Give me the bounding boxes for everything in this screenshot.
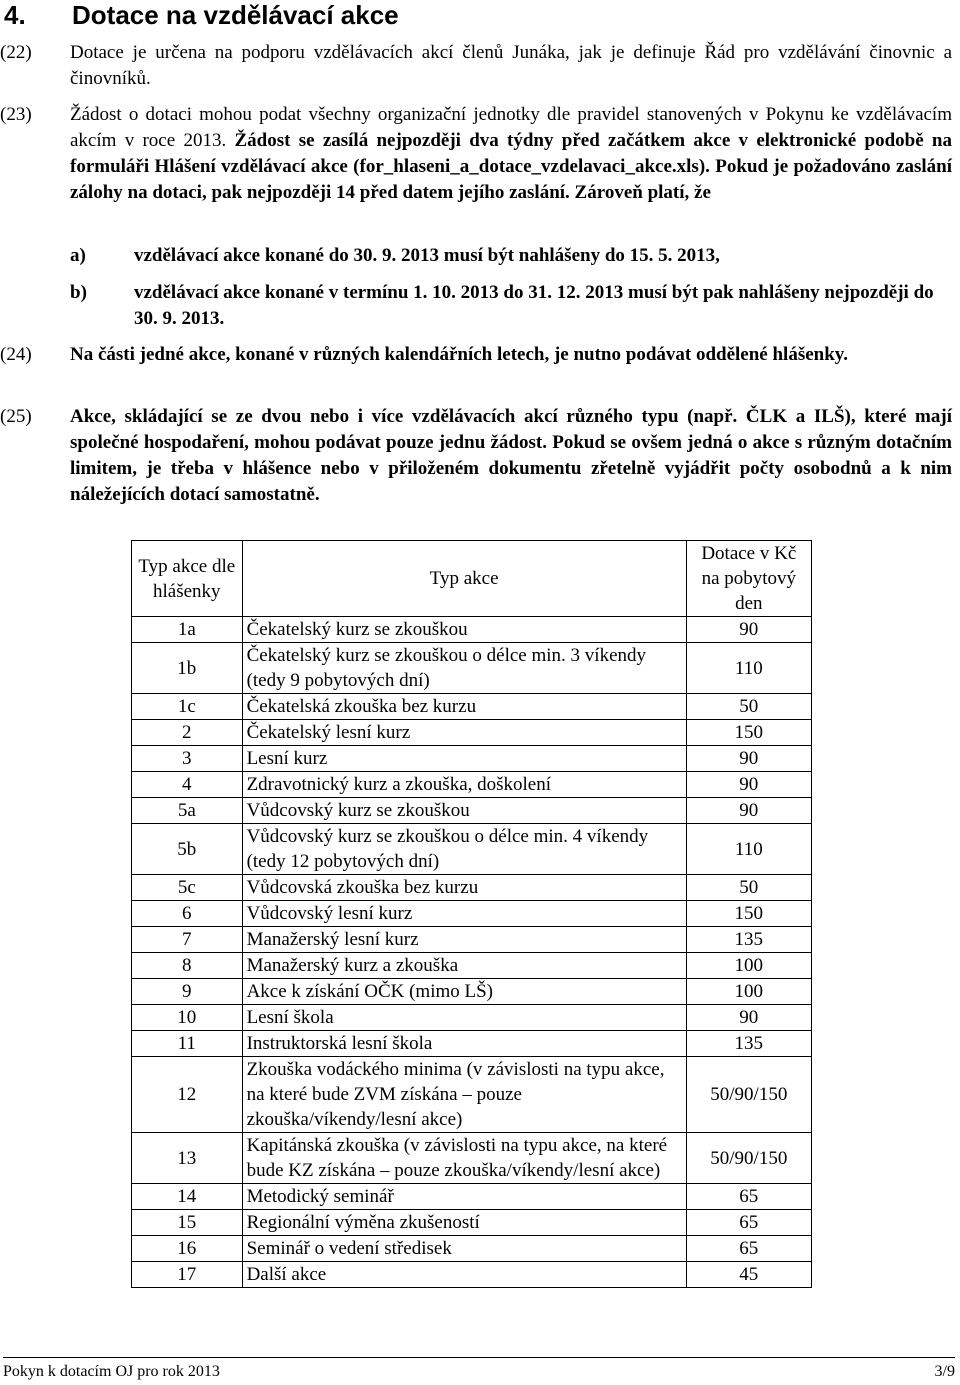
row-type: Čekatelský kurz se zkouškou <box>242 617 686 643</box>
row-code: 14 <box>132 1184 243 1210</box>
row-amount: 50/90/150 <box>686 1133 811 1184</box>
row-amount: 65 <box>686 1210 811 1236</box>
row-code: 6 <box>132 901 243 927</box>
footer-document-title: Pokyn k dotacím OJ pro rok 2013 <box>3 1363 220 1380</box>
row-type: Seminář o vedení středisek <box>242 1236 686 1262</box>
row-amount: 65 <box>686 1236 811 1262</box>
paragraph-22 <box>0 40 952 92</box>
paragraph-text-bold: Žádost se zasílá nejpozději dva týdny před začátkem akce v elektronické podobě na formuláři Hlášení vzdělávací akce (for_hlaseni_a_dotace_vzdelavaci_akce.xls). <box>70 130 952 177</box>
row-type: Vůdcovský lesní kurz <box>242 901 686 927</box>
list-item-a <box>70 243 952 269</box>
paragraph-text-part: Žádost o dotaci mohou podat všechny organizační jednotky dle pravidel stanovených v Pokynu ke vzdělávacím akcím v roce 2013. <box>70 104 952 151</box>
paragraph-text: Akce, skládající se ze dvou nebo i více vzdělávacích akcí různého typu (např. ČLK a ILŠ), které mají společné hospodaření, mohou podávat pouze jednu žádost. Pokud se ovšem jedná o akce s různým dotačním limitem, je třeba v hlášence nebo v přiloženém dokumentu zřetelně vyjádřit počty osobodnů a k nim náležejících dotací samostatně. <box>70 406 952 505</box>
paragraph-text-bold: Pokud je požadováno zaslání zálohy na dotaci, pak nejpozději 14 před datem jejího zaslání. Zároveň platí, že <box>70 156 952 203</box>
row-code: 5b <box>132 824 243 875</box>
table-row <box>132 824 812 875</box>
list-item-text: vzdělávací akce konané v termínu 1. 10. 2013 do 31. 12. 2013 musí být pak nahlášeny nejpozději do 30. 9. 2013. <box>134 282 934 329</box>
list-item-label: b) <box>70 282 87 303</box>
section-title: Dotace na vzdělávací akce <box>72 0 399 30</box>
row-amount: 150 <box>686 720 811 746</box>
table-row <box>132 643 812 694</box>
row-type: Zkouška vodáckého minima (v závislosti na typu akce, na které bude ZVM získána – pouze zkouška/víkendy/lesní akce) <box>242 1057 686 1133</box>
row-type: Čekatelský kurz se zkouškou o délce min. 3 víkendy (tedy 9 pobytových dní) <box>242 643 686 694</box>
row-amount: 50 <box>686 875 811 901</box>
section-heading <box>4 0 399 30</box>
row-code: 17 <box>132 1262 243 1288</box>
list-item-b <box>70 280 952 332</box>
row-code: 2 <box>132 720 243 746</box>
row-type: Lesní kurz <box>242 746 686 772</box>
row-amount: 50 <box>686 694 811 720</box>
paragraph-number: (23) <box>0 104 32 125</box>
table-row <box>132 720 812 746</box>
row-type: Zdravotnický kurz a zkouška, doškolení <box>242 772 686 798</box>
page-footer <box>3 1357 955 1384</box>
row-code: 12 <box>132 1057 243 1133</box>
row-amount: 100 <box>686 953 811 979</box>
row-amount: 90 <box>686 617 811 643</box>
table-row <box>132 617 812 643</box>
row-amount: 50/90/150 <box>686 1057 811 1133</box>
row-type: Vůdcovský kurz se zkouškou <box>242 798 686 824</box>
table-row <box>132 1005 812 1031</box>
row-type: Akce k získání OČK (mimo LŠ) <box>242 979 686 1005</box>
paragraph-text <box>70 102 952 206</box>
row-type: Další akce <box>242 1262 686 1288</box>
paragraph-25 <box>0 404 952 508</box>
row-code: 13 <box>132 1133 243 1184</box>
table-row <box>132 979 812 1005</box>
table-row <box>132 927 812 953</box>
table-row <box>132 901 812 927</box>
row-type: Regionální výměna zkušeností <box>242 1210 686 1236</box>
table-row <box>132 1133 812 1184</box>
row-type: Čekatelský lesní kurz <box>242 720 686 746</box>
table-row <box>132 1262 812 1288</box>
row-code: 10 <box>132 1005 243 1031</box>
row-code: 9 <box>132 979 243 1005</box>
row-code: 8 <box>132 953 243 979</box>
row-code: 7 <box>132 927 243 953</box>
row-type: Vůdcovská zkouška bez kurzu <box>242 875 686 901</box>
row-amount: 45 <box>686 1262 811 1288</box>
paragraph-number: (22) <box>0 42 32 63</box>
section-number: 4. <box>4 0 26 30</box>
row-type: Manažerský lesní kurz <box>242 927 686 953</box>
row-code: 15 <box>132 1210 243 1236</box>
table-row <box>132 772 812 798</box>
row-amount: 90 <box>686 746 811 772</box>
table-row <box>132 1184 812 1210</box>
table-row <box>132 1031 812 1057</box>
table-row <box>132 875 812 901</box>
row-type: Lesní škola <box>242 1005 686 1031</box>
paragraph-text: Na části jedné akce, konané v různých kalendářních letech, je nutno podávat oddělené hlášenky. <box>70 344 848 365</box>
row-amount: 135 <box>686 927 811 953</box>
row-code: 11 <box>132 1031 243 1057</box>
table-row <box>132 1057 812 1133</box>
row-type: Instruktorská lesní škola <box>242 1031 686 1057</box>
list-item-label: a) <box>70 245 86 266</box>
row-amount: 110 <box>686 643 811 694</box>
row-code: 4 <box>132 772 243 798</box>
column-header-code: Typ akce dle hlášenky <box>132 541 243 617</box>
paragraph-number: (25) <box>0 406 32 427</box>
row-amount: 90 <box>686 772 811 798</box>
row-type: Kapitánská zkouška (v závislosti na typu akce, na které bude KZ získána – pouze zkouška/víkendy/lesní akce) <box>242 1133 686 1184</box>
subsidy-rates-table <box>131 540 812 1288</box>
table-header-row <box>132 541 812 617</box>
table-row <box>132 953 812 979</box>
row-amount: 90 <box>686 798 811 824</box>
row-amount: 110 <box>686 824 811 875</box>
row-amount: 65 <box>686 1184 811 1210</box>
row-type: Manažerský kurz a zkouška <box>242 953 686 979</box>
row-amount: 135 <box>686 1031 811 1057</box>
row-code: 5c <box>132 875 243 901</box>
paragraph-number: (24) <box>0 344 32 365</box>
paragraph-23 <box>0 102 952 206</box>
row-code: 1c <box>132 694 243 720</box>
column-header-type: Typ akce <box>242 541 686 617</box>
row-code: 3 <box>132 746 243 772</box>
row-code: 1b <box>132 643 243 694</box>
row-code: 16 <box>132 1236 243 1262</box>
paragraph-24 <box>0 342 952 368</box>
table-row <box>132 1210 812 1236</box>
row-type: Vůdcovský kurz se zkouškou o délce min. 4 víkendy (tedy 12 pobytových dní) <box>242 824 686 875</box>
row-type: Metodický seminář <box>242 1184 686 1210</box>
list-item-text: vzdělávací akce konané do 30. 9. 2013 musí být nahlášeny do 15. 5. 2013, <box>134 245 720 266</box>
column-header-amount: Dotace v Kč na pobytový den <box>686 541 811 617</box>
row-code: 1a <box>132 617 243 643</box>
table-body <box>132 617 812 1288</box>
table-row <box>132 746 812 772</box>
row-amount: 150 <box>686 901 811 927</box>
paragraph-text: Dotace je určena na podporu vzdělávacích akcí členů Junáka, jak je definuje Řád pro vzdělávání činovnic a činovníků. <box>70 42 952 89</box>
table-row <box>132 798 812 824</box>
table-row <box>132 694 812 720</box>
table-row <box>132 1236 812 1262</box>
row-type: Čekatelská zkouška bez kurzu <box>242 694 686 720</box>
row-amount: 100 <box>686 979 811 1005</box>
page-number: 3/9 <box>934 1363 955 1380</box>
row-amount: 90 <box>686 1005 811 1031</box>
row-code: 5a <box>132 798 243 824</box>
